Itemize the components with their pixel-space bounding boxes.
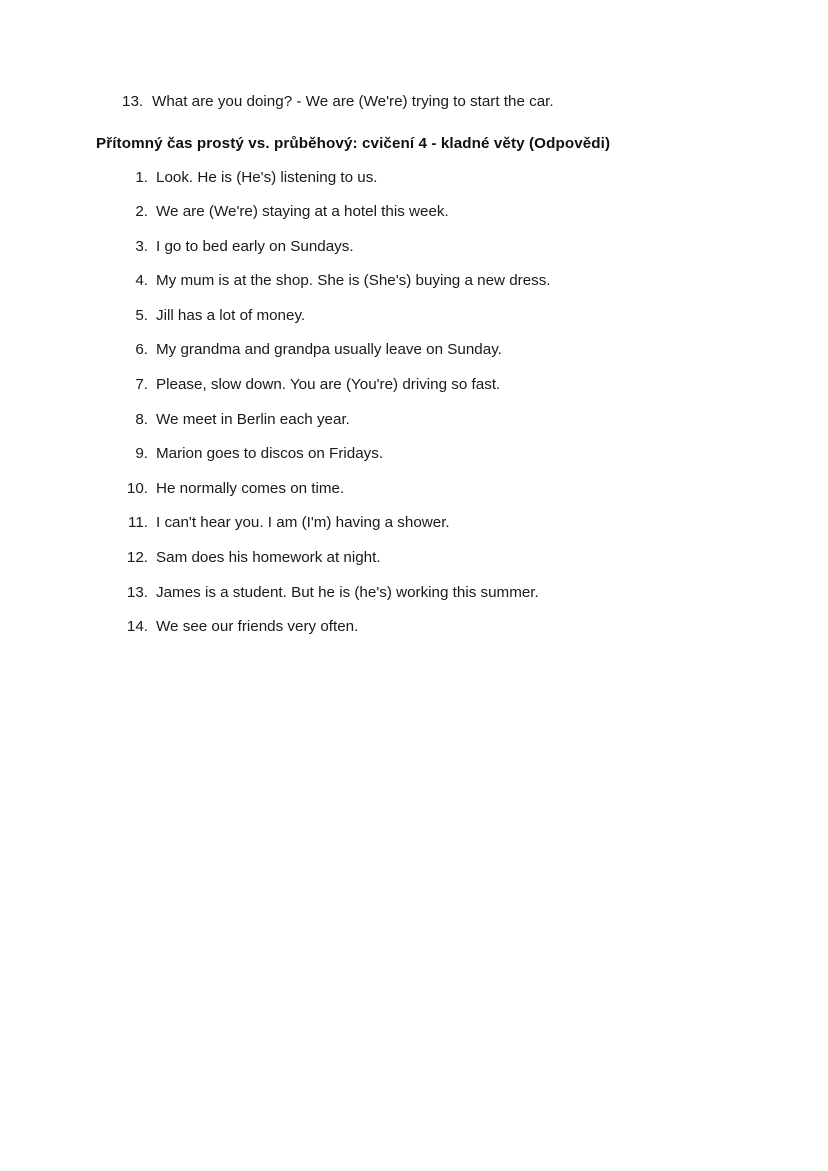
- list-item-number: 12.: [126, 549, 148, 567]
- list-item-number: 2.: [135, 203, 148, 221]
- list-item-text: I go to bed early on Sundays.: [156, 237, 354, 255]
- list-item: [122, 237, 732, 272]
- list-item-text: Jill has a lot of money.: [156, 306, 306, 324]
- list-item: [122, 168, 732, 203]
- list-item-number: 10.: [126, 479, 148, 497]
- list-item-text: I can't hear you. I am (I'm) having a shower.: [156, 514, 450, 532]
- list-item: [122, 340, 732, 375]
- list-item-text: He normally comes on time.: [156, 479, 345, 497]
- list-item-text: We see our friends very often.: [156, 618, 359, 636]
- list-item: [122, 548, 732, 583]
- list-item: [122, 410, 732, 445]
- list-item: [122, 306, 732, 341]
- continued-list-item-number: 13.: [122, 93, 144, 110]
- list-item-number: 3.: [135, 237, 148, 255]
- continued-list-item: [122, 92, 732, 113]
- list-item-text: Marion goes to discos on Fridays.: [156, 445, 384, 463]
- list-item: [122, 583, 732, 618]
- answers-list: [96, 168, 732, 652]
- list-item-text: My grandma and grandpa usually leave on Sunday.: [156, 341, 502, 359]
- list-item-number: 1.: [135, 168, 148, 186]
- section-heading: Přítomný čas prostý vs. průběhový: cvičení 4 - kladné věty (Odpovědi): [96, 134, 611, 152]
- list-item-number: 7.: [135, 376, 148, 394]
- list-item: [122, 375, 732, 410]
- list-item: [122, 271, 732, 306]
- list-item-text: We are (We're) staying at a hotel this week.: [156, 203, 449, 221]
- list-item-number: 8.: [135, 410, 148, 428]
- continued-list-item-text: What are you doing? - We are (We're) trying to start the car.: [152, 93, 554, 110]
- list-item: [122, 617, 732, 652]
- list-item-number: 9.: [135, 445, 148, 463]
- list-item-text: My mum is at the shop. She is (She's) buying a new dress.: [156, 272, 551, 290]
- list-item-text: Look. He is (He's) listening to us.: [156, 168, 378, 186]
- list-item-number: 5.: [135, 306, 148, 324]
- list-item: [122, 444, 732, 479]
- list-item-text: James is a student. But he is (he's) working this summer.: [156, 583, 539, 601]
- list-item-number: 4.: [135, 272, 148, 290]
- list-item-number: 11.: [128, 514, 148, 532]
- list-item-text: We meet in Berlin each year.: [156, 410, 350, 428]
- list-item: [122, 479, 732, 514]
- list-item-text: Sam does his homework at night.: [156, 549, 381, 567]
- list-item-number: 6.: [135, 341, 148, 359]
- list-item-number: 13.: [126, 583, 148, 601]
- list-item: [122, 513, 732, 548]
- list-item-number: 14.: [126, 618, 148, 636]
- list-item-text: Please, slow down. You are (You're) driving so fast.: [156, 376, 501, 394]
- list-item: [122, 202, 732, 237]
